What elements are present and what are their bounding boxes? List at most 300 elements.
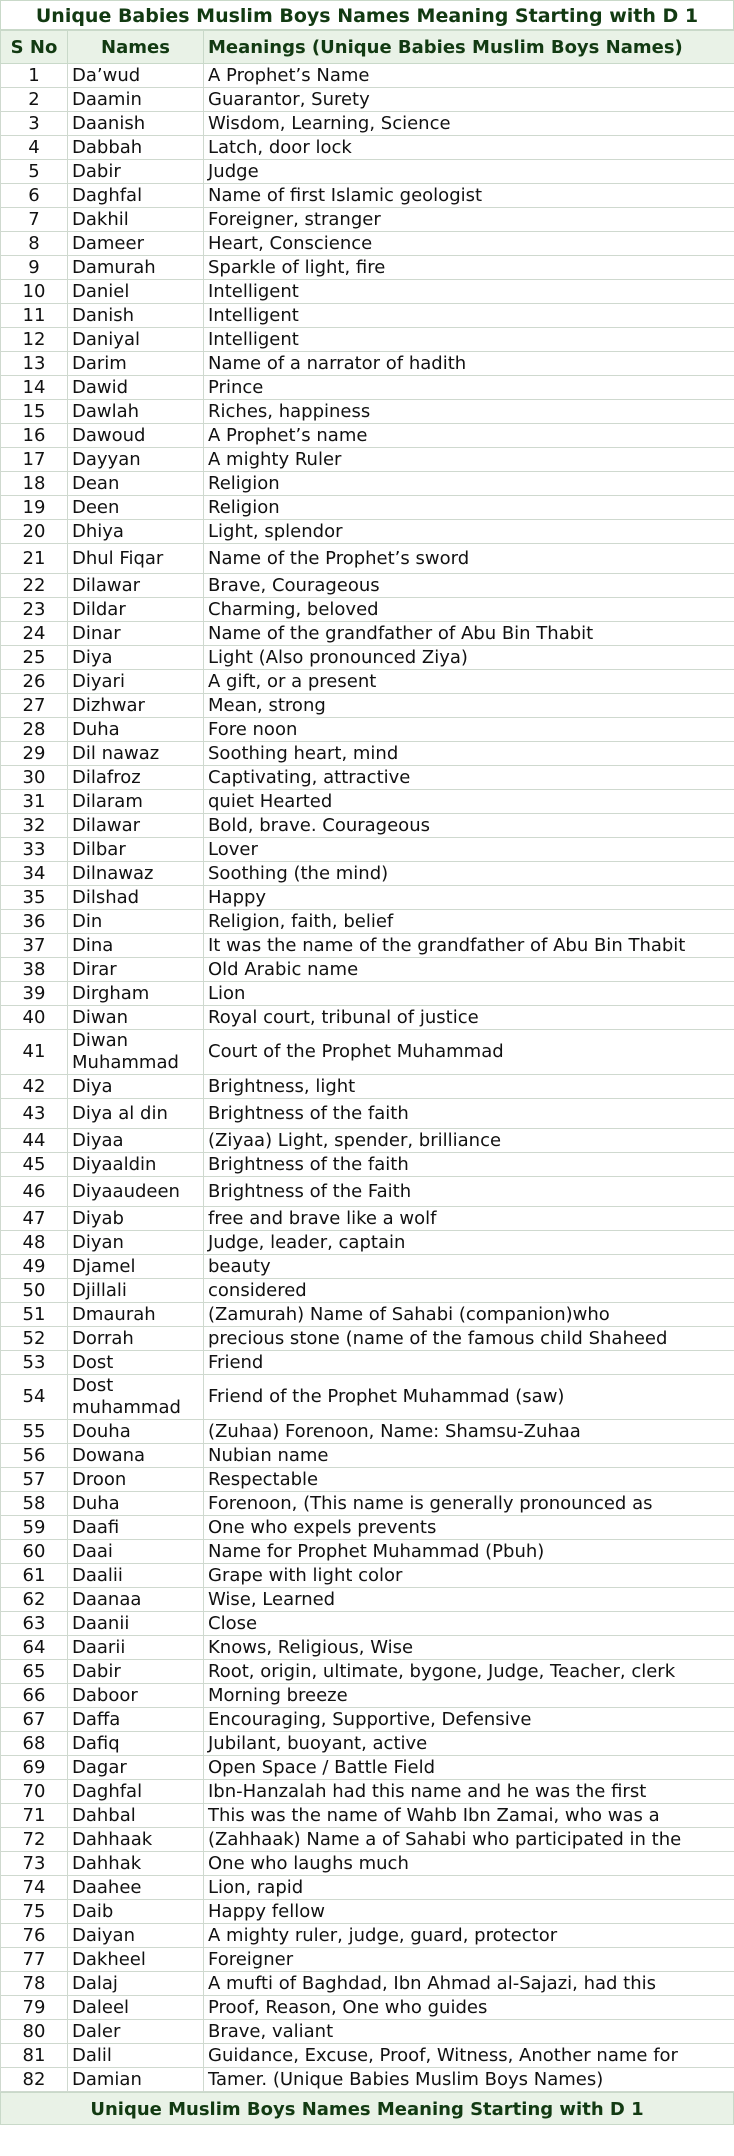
row-meaning: Root, origin, ultimate, bygone, Judge, Teacher, clerk [204, 1660, 734, 1684]
row-name: Dawlah [68, 400, 204, 424]
row-name: Diyaaudeen [68, 1177, 204, 1207]
table-row [1, 1876, 734, 1900]
row-name: Dost [68, 1351, 204, 1375]
row-meaning: Prince [204, 376, 734, 400]
row-meaning: Close [204, 1612, 734, 1636]
row-name: Diwan Muhammad [68, 1030, 204, 1075]
row-name: Daniyal [68, 328, 204, 352]
row-name: Din [68, 910, 204, 934]
row-number: 66 [1, 1684, 68, 1708]
row-name: Dafiq [68, 1732, 204, 1756]
row-number: 26 [1, 670, 68, 694]
row-number: 3 [1, 112, 68, 136]
page-footer: Unique Muslim Boys Names Meaning Starting with D 1 [0, 2092, 734, 2125]
row-number: 39 [1, 982, 68, 1006]
row-name: Dowana [68, 1444, 204, 1468]
row-name: Dameer [68, 232, 204, 256]
row-meaning: Name of first Islamic geologist [204, 184, 734, 208]
row-number: 79 [1, 1996, 68, 2020]
row-name: Deen [68, 496, 204, 520]
row-meaning: Jubilant, buoyant, active [204, 1732, 734, 1756]
row-name: Dilbar [68, 838, 204, 862]
table-row [1, 1996, 734, 2020]
row-meaning: Fore noon [204, 718, 734, 742]
row-name: Daib [68, 1900, 204, 1924]
table-row [1, 544, 734, 574]
row-number: 21 [1, 544, 68, 574]
row-number: 67 [1, 1708, 68, 1732]
table-row [1, 934, 734, 958]
row-name: Daanii [68, 1612, 204, 1636]
table-row [1, 1444, 734, 1468]
row-meaning: A mufti of Baghdad, Ibn Ahmad al-Sajazi, had this [204, 1972, 734, 1996]
table-row [1, 2020, 734, 2044]
row-number: 37 [1, 934, 68, 958]
table-row [1, 1255, 734, 1279]
row-meaning: Light (Also pronounced Ziya) [204, 646, 734, 670]
table-row [1, 1540, 734, 1564]
row-number: 11 [1, 304, 68, 328]
row-number: 52 [1, 1327, 68, 1351]
row-number: 74 [1, 1876, 68, 1900]
row-meaning: Wise, Learned [204, 1588, 734, 1612]
row-number: 56 [1, 1444, 68, 1468]
row-meaning: It was the name of the grandfather of Abu Bin Thabit [204, 934, 734, 958]
row-meaning: A gift, or a present [204, 670, 734, 694]
row-name: Djamel [68, 1255, 204, 1279]
row-meaning: free and brave like a wolf [204, 1207, 734, 1231]
row-meaning: (Zahhaak) Name a of Sahabi who participated in the [204, 1828, 734, 1852]
row-name: Daafi [68, 1516, 204, 1540]
row-meaning: Open Space / Battle Field [204, 1756, 734, 1780]
row-meaning: Proof, Reason, One who guides [204, 1996, 734, 2020]
table-row [1, 1075, 734, 1099]
table-row [1, 448, 734, 472]
table-row [1, 1177, 734, 1207]
table-row [1, 1828, 734, 1852]
row-name: Dilaram [68, 790, 204, 814]
names-table [0, 30, 734, 2092]
row-name: Dirar [68, 958, 204, 982]
row-name: Diya [68, 1075, 204, 1099]
row-number: 57 [1, 1468, 68, 1492]
row-number: 1 [1, 64, 68, 88]
row-name: Dhul Fiqar [68, 544, 204, 574]
row-meaning: Judge [204, 160, 734, 184]
row-number: 47 [1, 1207, 68, 1231]
row-name: Dean [68, 472, 204, 496]
row-name: Dalil [68, 2044, 204, 2068]
row-name: Danish [68, 304, 204, 328]
row-meaning: Court of the Prophet Muhammad [204, 1030, 734, 1075]
row-number: 71 [1, 1804, 68, 1828]
row-number: 42 [1, 1075, 68, 1099]
table-row [1, 814, 734, 838]
row-name: Dabir [68, 160, 204, 184]
table-row [1, 1732, 734, 1756]
row-number: 80 [1, 2020, 68, 2044]
row-name: Darim [68, 352, 204, 376]
row-meaning: Guarantor, Surety [204, 88, 734, 112]
row-meaning: Lover [204, 838, 734, 862]
row-name: Daboor [68, 1684, 204, 1708]
row-name: Dilnawaz [68, 862, 204, 886]
row-number: 51 [1, 1303, 68, 1327]
row-meaning: Nubian name [204, 1444, 734, 1468]
table-row [1, 1099, 734, 1129]
table-row [1, 280, 734, 304]
table-row [1, 472, 734, 496]
table-row [1, 1972, 734, 1996]
row-meaning: Happy [204, 886, 734, 910]
row-name: Dost muhammad [68, 1375, 204, 1420]
row-meaning: Sparkle of light, fire [204, 256, 734, 280]
table-row [1, 886, 734, 910]
row-number: 33 [1, 838, 68, 862]
row-meaning: Intelligent [204, 304, 734, 328]
row-name: Damurah [68, 256, 204, 280]
row-meaning: Friend of the Prophet Muhammad (saw) [204, 1375, 734, 1420]
table-row [1, 1279, 734, 1303]
row-number: 55 [1, 1420, 68, 1444]
row-name: Douha [68, 1420, 204, 1444]
row-number: 62 [1, 1588, 68, 1612]
row-meaning: One who laughs much [204, 1852, 734, 1876]
table-body [1, 64, 734, 2092]
row-name: Dakhil [68, 208, 204, 232]
table-row [1, 376, 734, 400]
row-meaning: Royal court, tribunal of justice [204, 1006, 734, 1030]
row-meaning: Knows, Religious, Wise [204, 1636, 734, 1660]
row-meaning: A mighty ruler, judge, guard, protector [204, 1924, 734, 1948]
row-name: Daahee [68, 1876, 204, 1900]
row-number: 81 [1, 2044, 68, 2068]
table-row [1, 1006, 734, 1030]
row-name: Dorrah [68, 1327, 204, 1351]
row-name: Daniel [68, 280, 204, 304]
row-meaning: Guidance, Excuse, Proof, Witness, Another name for [204, 2044, 734, 2068]
row-meaning: Name for Prophet Muhammad (Pbuh) [204, 1540, 734, 1564]
row-meaning: Wisdom, Learning, Science [204, 112, 734, 136]
row-number: 58 [1, 1492, 68, 1516]
table-row [1, 2068, 734, 2092]
row-meaning: Name of the grandfather of Abu Bin Thabit [204, 622, 734, 646]
table-header-row [1, 31, 734, 64]
row-meaning: Light, splendor [204, 520, 734, 544]
row-number: 15 [1, 400, 68, 424]
row-name: Daffa [68, 1708, 204, 1732]
row-number: 36 [1, 910, 68, 934]
table-row [1, 1351, 734, 1375]
row-number: 19 [1, 496, 68, 520]
row-number: 13 [1, 352, 68, 376]
row-name: Droon [68, 1468, 204, 1492]
row-number: 20 [1, 520, 68, 544]
table-row [1, 694, 734, 718]
table-row [1, 958, 734, 982]
row-meaning: A mighty Ruler [204, 448, 734, 472]
row-number: 29 [1, 742, 68, 766]
table-row [1, 1756, 734, 1780]
table-row [1, 1231, 734, 1255]
table-row [1, 766, 734, 790]
row-meaning: Respectable [204, 1468, 734, 1492]
table-row [1, 742, 734, 766]
table-row [1, 646, 734, 670]
row-meaning: Intelligent [204, 280, 734, 304]
row-name: Dhiya [68, 520, 204, 544]
row-number: 17 [1, 448, 68, 472]
table-row [1, 256, 734, 280]
table-row [1, 160, 734, 184]
table-row [1, 136, 734, 160]
table-row [1, 328, 734, 352]
table-row [1, 1516, 734, 1540]
table-row [1, 1636, 734, 1660]
row-meaning: Riches, happiness [204, 400, 734, 424]
row-name: Dawoud [68, 424, 204, 448]
row-number: 75 [1, 1900, 68, 1924]
table-row [1, 1900, 734, 1924]
row-name: Diya [68, 646, 204, 670]
row-number: 25 [1, 646, 68, 670]
table-row [1, 1030, 734, 1075]
row-name: Dinar [68, 622, 204, 646]
row-number: 46 [1, 1177, 68, 1207]
row-name: Dalaj [68, 1972, 204, 1996]
row-meaning: Bold, brave. Courageous [204, 814, 734, 838]
row-meaning: A Prophet’s name [204, 424, 734, 448]
row-meaning: Lion, rapid [204, 1876, 734, 1900]
table-row [1, 718, 734, 742]
row-meaning: Judge, leader, captain [204, 1231, 734, 1255]
row-number: 70 [1, 1780, 68, 1804]
table-row [1, 598, 734, 622]
row-meaning: Encouraging, Supportive, Defensive [204, 1708, 734, 1732]
row-meaning: beauty [204, 1255, 734, 1279]
table-row [1, 2044, 734, 2068]
row-meaning: Happy fellow [204, 1900, 734, 1924]
table-row [1, 910, 734, 934]
row-meaning: Soothing heart, mind [204, 742, 734, 766]
row-number: 38 [1, 958, 68, 982]
row-name: Dabbah [68, 136, 204, 160]
row-name: Dahhak [68, 1852, 204, 1876]
table-row [1, 1612, 734, 1636]
table-row [1, 1852, 734, 1876]
table-row [1, 1924, 734, 1948]
table-row [1, 496, 734, 520]
row-number: 54 [1, 1375, 68, 1420]
row-name: Djillali [68, 1279, 204, 1303]
row-number: 10 [1, 280, 68, 304]
row-meaning: Brightness of the faith [204, 1153, 734, 1177]
row-meaning: Brave, valiant [204, 2020, 734, 2044]
row-meaning: Lion [204, 982, 734, 1006]
row-meaning: This was the name of Wahb Ibn Zamai, who was a [204, 1804, 734, 1828]
row-name: Duha [68, 1492, 204, 1516]
row-name: Daanaa [68, 1588, 204, 1612]
row-number: 34 [1, 862, 68, 886]
row-number: 14 [1, 376, 68, 400]
row-name: Dakheel [68, 1948, 204, 1972]
table-row [1, 838, 734, 862]
row-meaning: Tamer. (Unique Babies Muslim Boys Names) [204, 2068, 734, 2092]
row-name: Daler [68, 2020, 204, 2044]
row-meaning: Religion [204, 472, 734, 496]
column-header-names: Names [68, 31, 204, 64]
row-number: 78 [1, 1972, 68, 1996]
table-row [1, 1660, 734, 1684]
column-header-sno: S No [1, 31, 68, 64]
table-row [1, 1948, 734, 1972]
row-meaning: Old Arabic name [204, 958, 734, 982]
row-number: 12 [1, 328, 68, 352]
row-meaning: Charming, beloved [204, 598, 734, 622]
row-number: 73 [1, 1852, 68, 1876]
table-row [1, 208, 734, 232]
row-name: Diya al din [68, 1099, 204, 1129]
row-number: 53 [1, 1351, 68, 1375]
row-name: Diyab [68, 1207, 204, 1231]
row-name: Daalii [68, 1564, 204, 1588]
table-row [1, 1804, 734, 1828]
row-meaning: considered [204, 1279, 734, 1303]
table-row [1, 622, 734, 646]
row-number: 5 [1, 160, 68, 184]
row-name: Dilawar [68, 814, 204, 838]
row-name: Dilshad [68, 886, 204, 910]
table-row [1, 352, 734, 376]
row-name: Dagar [68, 1756, 204, 1780]
row-name: Dmaurah [68, 1303, 204, 1327]
row-name: Daanish [68, 112, 204, 136]
row-number: 76 [1, 1924, 68, 1948]
row-number: 30 [1, 766, 68, 790]
row-meaning: Name of the Prophet’s sword [204, 544, 734, 574]
row-meaning: Brightness of the Faith [204, 1177, 734, 1207]
row-name: Diyaaldin [68, 1153, 204, 1177]
row-number: 40 [1, 1006, 68, 1030]
row-name: Dildar [68, 598, 204, 622]
table-row [1, 982, 734, 1006]
row-name: Daghfal [68, 1780, 204, 1804]
row-name: Dil nawaz [68, 742, 204, 766]
table-row [1, 862, 734, 886]
row-meaning: Brave, Courageous [204, 574, 734, 598]
row-name: Dahhaak [68, 1828, 204, 1852]
table-row [1, 790, 734, 814]
row-meaning: Heart, Conscience [204, 232, 734, 256]
row-name: Dayyan [68, 448, 204, 472]
row-number: 63 [1, 1612, 68, 1636]
row-number: 32 [1, 814, 68, 838]
row-number: 4 [1, 136, 68, 160]
row-name: Daghfal [68, 184, 204, 208]
page-title: Unique Babies Muslim Boys Names Meaning Starting with D 1 [0, 0, 734, 30]
row-name: Dabir [68, 1660, 204, 1684]
row-number: 2 [1, 88, 68, 112]
table-row [1, 1780, 734, 1804]
row-number: 44 [1, 1129, 68, 1153]
row-name: Diyan [68, 1231, 204, 1255]
table-row [1, 184, 734, 208]
row-name: Dizhwar [68, 694, 204, 718]
row-number: 27 [1, 694, 68, 718]
table-row [1, 1420, 734, 1444]
table-row [1, 1153, 734, 1177]
row-meaning: One who expels prevents [204, 1516, 734, 1540]
row-name: Damian [68, 2068, 204, 2092]
row-number: 35 [1, 886, 68, 910]
row-name: Dahbal [68, 1804, 204, 1828]
row-number: 28 [1, 718, 68, 742]
row-number: 48 [1, 1231, 68, 1255]
table-row [1, 1588, 734, 1612]
row-number: 45 [1, 1153, 68, 1177]
row-number: 68 [1, 1732, 68, 1756]
row-name: Dilawar [68, 574, 204, 598]
row-name: Dina [68, 934, 204, 958]
row-meaning: (Ziyaa) Light, spender, brilliance [204, 1129, 734, 1153]
table-row [1, 1129, 734, 1153]
row-meaning: Friend [204, 1351, 734, 1375]
table-row [1, 574, 734, 598]
row-number: 6 [1, 184, 68, 208]
table-row [1, 88, 734, 112]
row-number: 31 [1, 790, 68, 814]
table-row [1, 424, 734, 448]
row-number: 59 [1, 1516, 68, 1540]
table-row [1, 1207, 734, 1231]
row-meaning: precious stone (name of the famous child Shaheed [204, 1327, 734, 1351]
row-number: 64 [1, 1636, 68, 1660]
table-row [1, 64, 734, 88]
row-number: 61 [1, 1564, 68, 1588]
row-meaning: Grape with light color [204, 1564, 734, 1588]
row-name: Daarii [68, 1636, 204, 1660]
row-name: Diwan [68, 1006, 204, 1030]
row-name: Daai [68, 1540, 204, 1564]
row-name: Daamin [68, 88, 204, 112]
row-name: Da’wud [68, 64, 204, 88]
column-header-meanings: Meanings (Unique Babies Muslim Boys Names) [204, 31, 734, 64]
row-number: 22 [1, 574, 68, 598]
table-row [1, 112, 734, 136]
row-meaning: Latch, door lock [204, 136, 734, 160]
row-number: 77 [1, 1948, 68, 1972]
table-row [1, 1303, 734, 1327]
row-number: 50 [1, 1279, 68, 1303]
row-meaning: Soothing (the mind) [204, 862, 734, 886]
table-row [1, 1492, 734, 1516]
row-number: 41 [1, 1030, 68, 1075]
row-meaning: Ibn-Hanzalah had this name and he was the first [204, 1780, 734, 1804]
row-meaning: Brightness, light [204, 1075, 734, 1099]
row-meaning: Foreigner [204, 1948, 734, 1972]
row-number: 23 [1, 598, 68, 622]
row-name: Daiyan [68, 1924, 204, 1948]
row-name: Daleel [68, 1996, 204, 2020]
row-number: 16 [1, 424, 68, 448]
table-row [1, 1327, 734, 1351]
row-meaning: Morning breeze [204, 1684, 734, 1708]
row-number: 24 [1, 622, 68, 646]
row-meaning: Foreigner, stranger [204, 208, 734, 232]
row-name: Diyari [68, 670, 204, 694]
row-meaning: Religion, faith, belief [204, 910, 734, 934]
row-name: Dilafroz [68, 766, 204, 790]
